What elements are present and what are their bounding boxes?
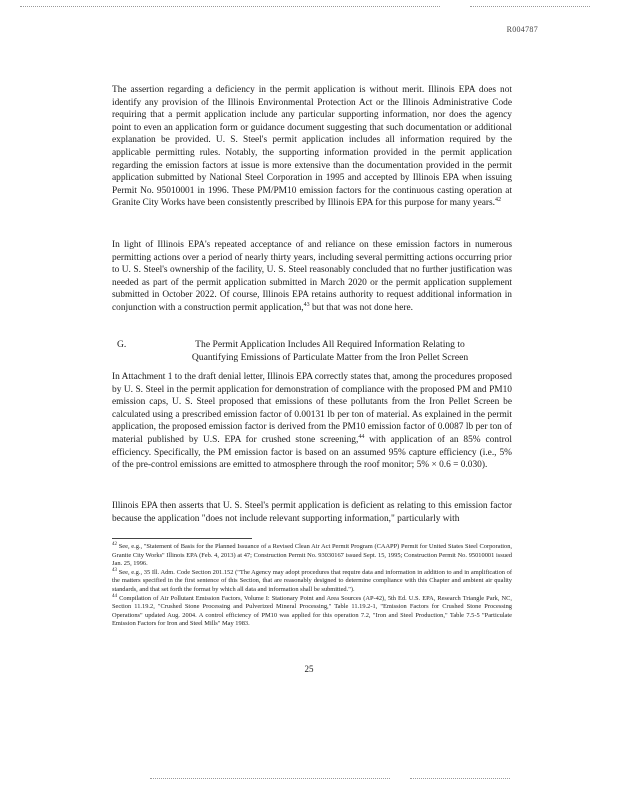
footnote-44 bbox=[112, 595, 512, 629]
paragraph-4-text: Illinois EPA then asserts that U. S. Steel's permit application is deficient as relating to this emission factor because the application "does not include relevant supporting information," particularly with bbox=[112, 501, 512, 524]
bates-number: R004787 bbox=[506, 25, 538, 34]
footnote-ref-42: 42 bbox=[495, 197, 502, 204]
section-title bbox=[160, 338, 500, 364]
footnote-43-number: 43 bbox=[112, 567, 117, 573]
top-scan-border-right bbox=[470, 6, 590, 7]
section-heading bbox=[112, 338, 512, 364]
footnotes bbox=[112, 543, 512, 629]
footnote-44-number: 44 bbox=[112, 593, 117, 599]
paragraph-2-text: In light of Illinois EPA's repeated acceptance of and reliance on these emission factors in numerous permitting actions over a period of nearly thirty years, including several permitting actions occurring prior to U. S. Steel's ownership of the facility, U. S. Steel reasonably concluded that no further justification was needed as part of the permit application submitted in March 2020 or the permit application supplement submitted in October 2022. Of course, Illinois EPA retains authority to request additional information in conjunction with a construction permit application, bbox=[112, 240, 512, 313]
paragraph-3-text-a: In Attachment 1 to the draft denial letter, Illinois EPA correctly states that, among the procedures proposed by U. S. Steel in the permit application for demonstration of compliance with the proposed PM and PM10 emission caps, U. S. Steel proposed that emissions of these pollutants from the Iron Pellet Screen be calculated using a prescribed emission factor of 0.00131 lb per ton of material. As explained in the permit application, the proposed emission factor is derived from the PM10 emission factor of 0.0087 lb per ton of material published by U.S. EPA for crushed stone screening, bbox=[112, 372, 512, 445]
section-title-line-2: Quantifying Emissions of Particulate Matter from the Iron Pellet Screen bbox=[191, 352, 469, 363]
paragraph-1 bbox=[112, 84, 512, 210]
paragraph-4 bbox=[112, 500, 512, 525]
footnote-42 bbox=[112, 543, 512, 569]
paragraph-3 bbox=[112, 371, 512, 472]
footnote-44-text: Compilation of Air Pollutant Emission Factors, Volume I: Stationary Point and Area Sources (AP-42), 5th Ed. U.S. EPA, Research Triangle Park, NC, Section 11.19.2, "Crushed Stone Processing and Pulverized Mineral Processing," Table 11.19.2-1, "Emission Factors for Crushed Stone Processing Operations" updated Aug. 2004. A control efficiency of PM10 was applied for this operation 7.2, "Iron and Steel Production," Table 7.5-5 "Particulate Emission Factors for Iron and Steel Mills" May 1983. bbox=[112, 594, 512, 628]
section-title-line-1: The Permit Application Includes All Required Information Relating to bbox=[195, 339, 465, 350]
bottom-scan-border bbox=[150, 778, 390, 779]
paragraph-2 bbox=[112, 239, 512, 315]
bottom-scan-border-right bbox=[410, 778, 510, 779]
footnote-ref-44: 44 bbox=[358, 433, 365, 440]
paragraph-2-tail: but that was not done here. bbox=[309, 302, 413, 313]
footnote-43-text: See, e.g., 35 Ill. Adm. Code Section 201.152 ("The Agency may adopt procedures that require data and information in addition to and in amplification of the matters specified in the first sentence of this Section, that are reasonably designed to determine compliance with this Chapter and ambient air quality standards, and that set forth the format by which all data and information shall be submitted."). bbox=[112, 568, 512, 593]
paragraph-1-text: The assertion regarding a deficiency in the permit application is without merit. Illinois EPA does not identify any provision of the Illinois Environmental Protection Act or the Illinois Administrative Code requiring that a permit application include any particular supporting information, nor does the agency point to even an application form or guidance document suggesting that such documentation or additional explanation be provided. U. S. Steel's permit application includes all information required by the applicable permitting rules. Notably, the supporting information provided in the permit application regarding the emission factors at issue is more extensive than the documentation provided in the permit application submitted by National Steel Corporation in 1995 and accepted by Illinois EPA when issuing Permit No. 95010001 in 1996. These PM/PM10 emission factors for the continuous casting operation at Granite City Works have been consistently prescribed by Illinois EPA for this purpose for many years. bbox=[112, 85, 512, 209]
footnote-ref-43: 43 bbox=[303, 301, 310, 308]
top-scan-border bbox=[20, 6, 440, 7]
footnote-43 bbox=[112, 569, 512, 595]
footnote-separator bbox=[112, 538, 252, 539]
paragraph-3-text-b: with application of an 85% control efficiency. Specifically, the PM emission factor is based on an assumed 95% capture efficiency (i.e., 5% of the pre-control emissions are emitted to atmosphere through the roof monitor; 5% × 0.6 = 0.030). bbox=[112, 434, 512, 471]
footnote-42-text: See, e.g., "Statement of Basis for the Planned Issuance of a Revised Clean Air Act Permit Program (CAAPP) Permit for United States Steel Corporation, Granite City Works" Illinois EPA (Feb. 4, 2013) at 47; Construction Permit No. 93030167 issued Sept. 15, 1995; Construction Permit No. 95010001 issued Jan. 25, 1996. bbox=[112, 543, 512, 568]
page-number: 25 bbox=[304, 664, 314, 674]
section-letter: G. bbox=[117, 339, 127, 350]
footnote-42-number: 42 bbox=[112, 541, 117, 547]
